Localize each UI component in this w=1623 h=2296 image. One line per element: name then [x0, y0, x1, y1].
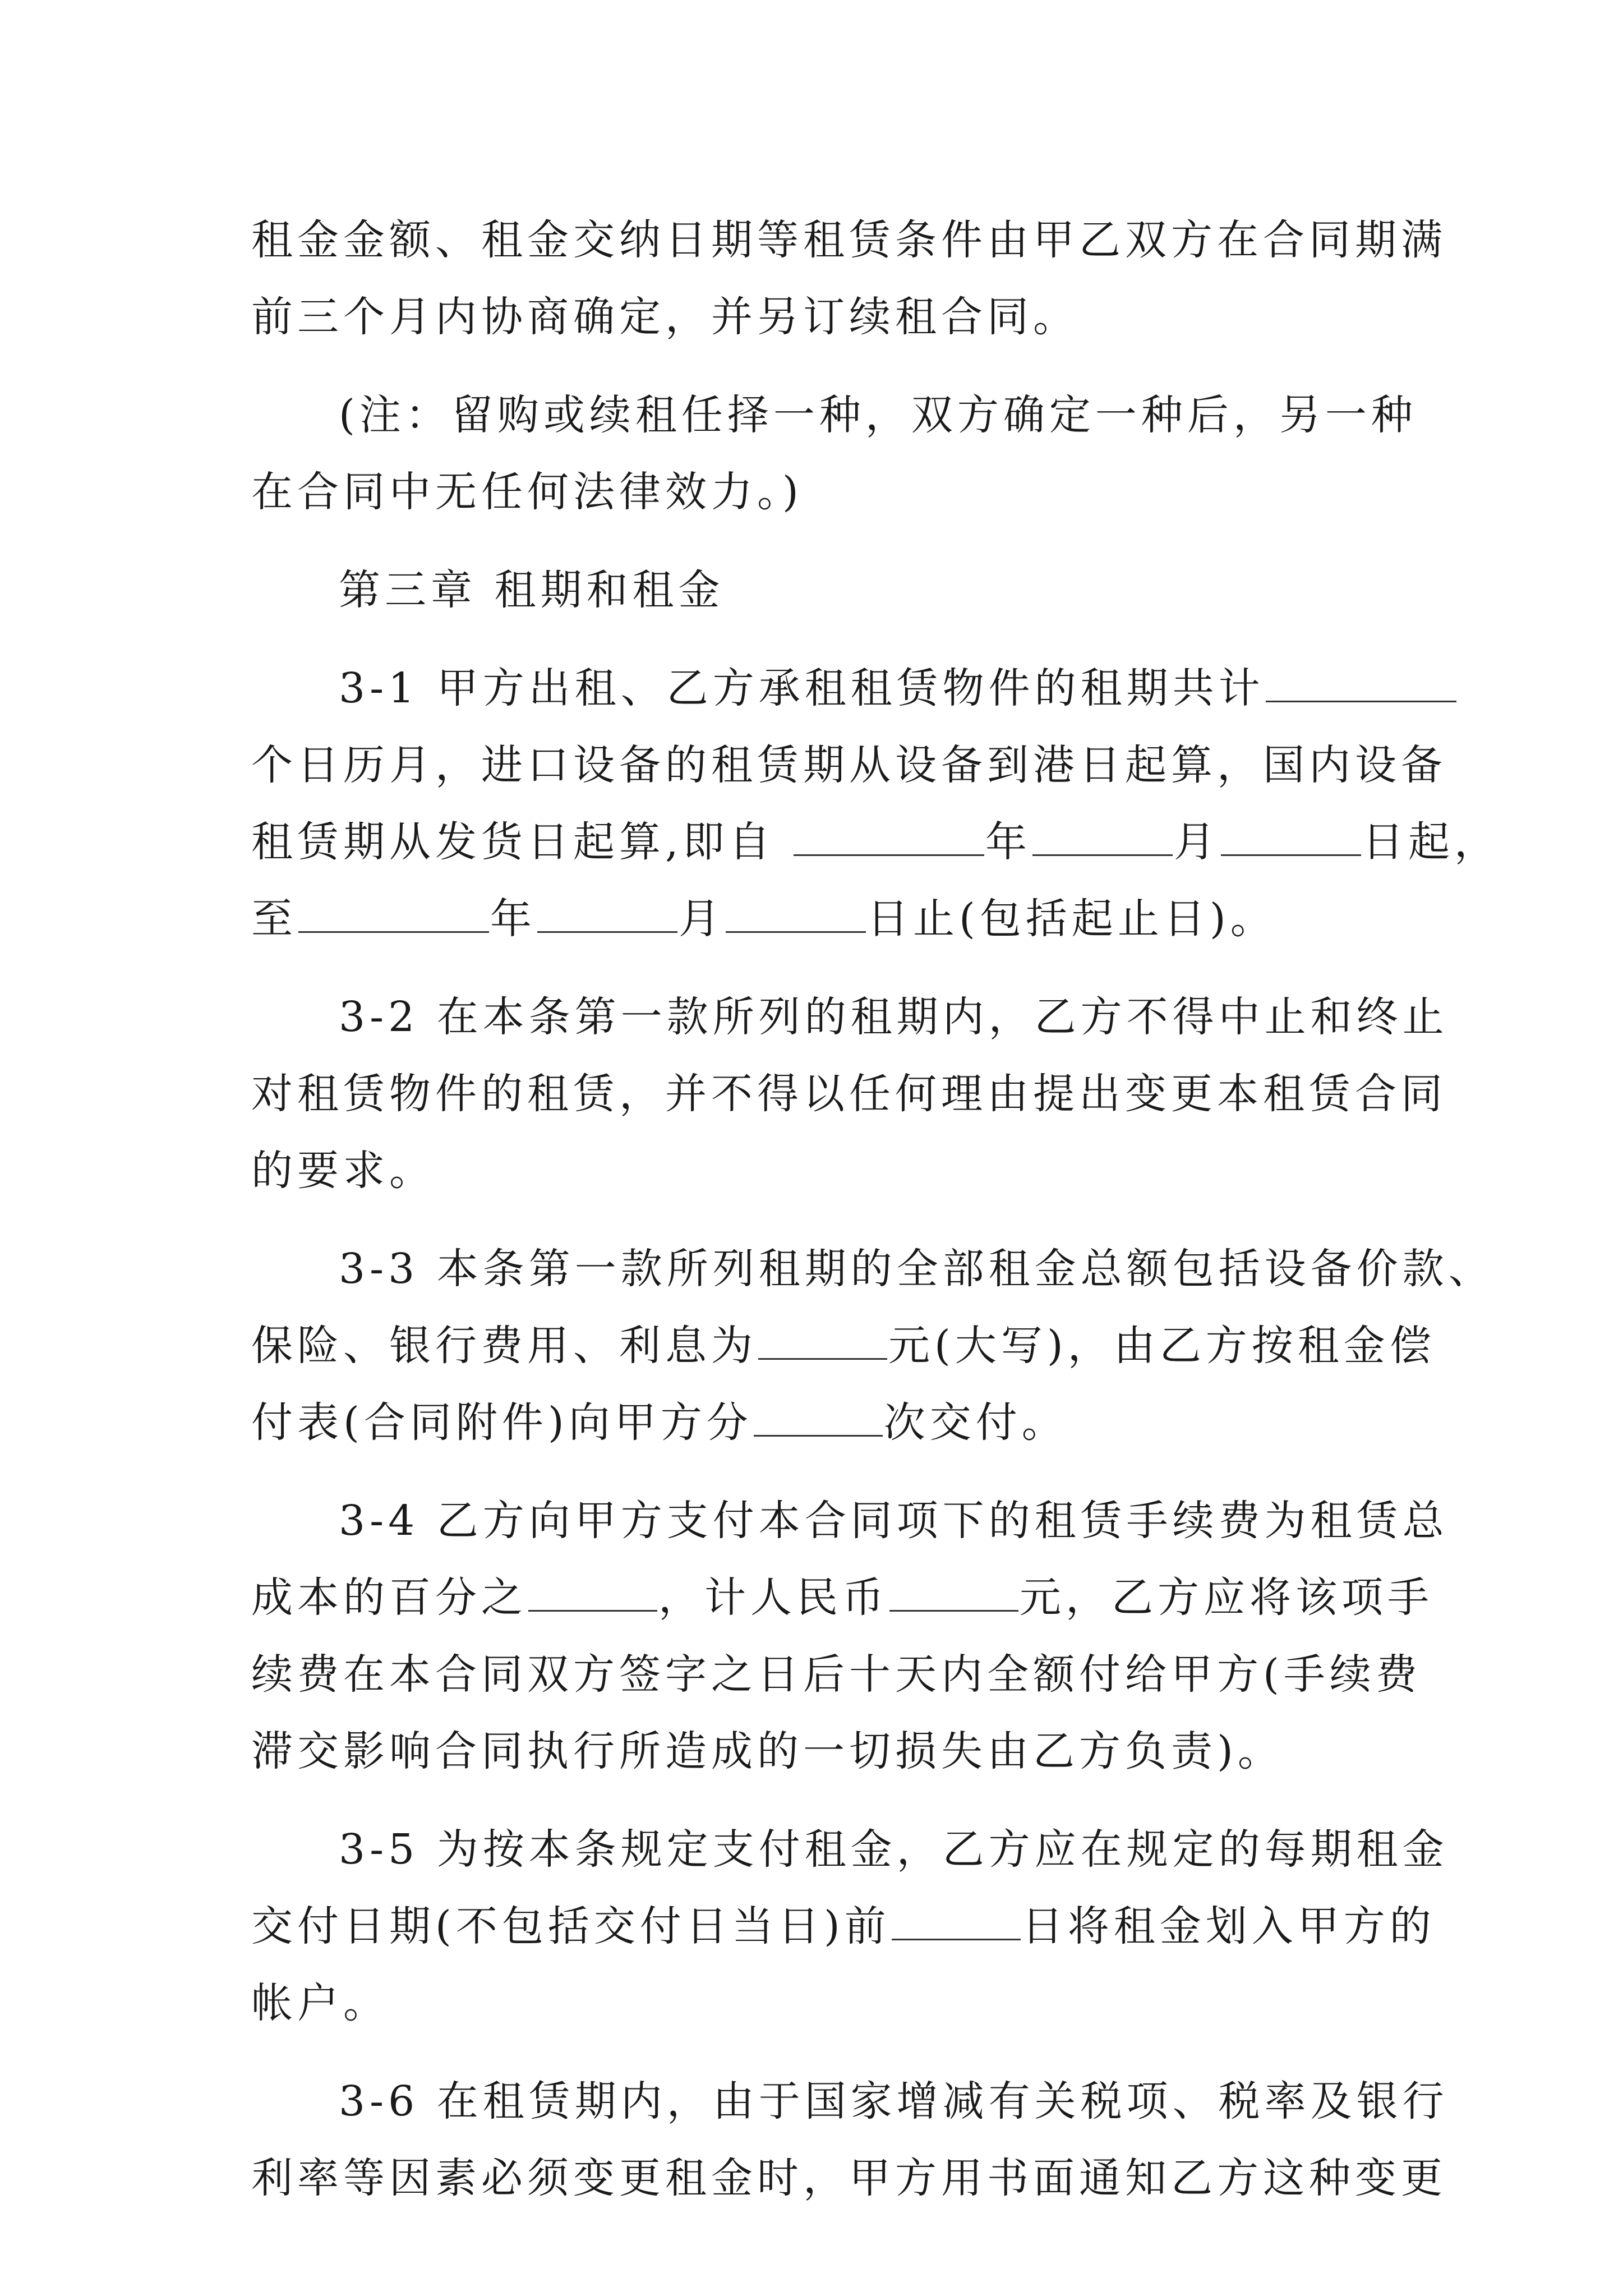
clause-3-1-line: [251, 650, 1391, 727]
text-segment: 月: [1174, 818, 1220, 866]
text-segment: 月: [679, 895, 725, 943]
clause-3-2-line: 3-2 在本条第一款所列的租期内，乙方不得中止和终止: [339, 993, 1449, 1041]
text-segment: 年: [985, 818, 1032, 866]
text-segment: 次交付。: [883, 1398, 1068, 1447]
fill-blank[interactable]: [537, 896, 677, 933]
text-segment: 日将租金划入甲方的: [1021, 1902, 1436, 1950]
clause-3-5-line: [251, 1888, 1436, 1965]
clause-3-1-line: [251, 881, 1391, 958]
note-line: 在合同中无任何法律效力。): [251, 468, 803, 516]
clause-3-6-line: 3-6 在租赁期内，由于国家增减有关税项、税率及银行: [339, 2077, 1449, 2125]
text-segment: 元(大写)，由乙方按租金偿: [888, 1322, 1436, 1370]
text-segment: 日起，: [1362, 818, 1501, 866]
text-segment: 付表(合同附件)向甲方分: [251, 1398, 753, 1447]
fill-blank[interactable]: [794, 820, 984, 856]
text-segment: 至: [251, 895, 297, 943]
clause-3-4-line: 续费在本合同双方签字之日后十天内全额付给甲方(手续费: [251, 1650, 1422, 1699]
clause-3-1-line: 个日历月，进口设备的租赁期从设备到港日起算，国内设备: [251, 741, 1447, 789]
text-segment: ，计人民币: [658, 1573, 888, 1622]
note-line: (注：留购或续租任择一种，双方确定一种后，另一种: [339, 391, 1417, 439]
text-segment: 3-1 甲方出租、乙方承租租赁物件的租期共计: [339, 664, 1265, 712]
fill-blank[interactable]: [528, 1575, 657, 1612]
clause-3-2-line: 对租赁物件的租赁，并不得以任何理由提出变更本租赁合同: [251, 1070, 1447, 1118]
clause-3-3-line: [251, 1308, 1436, 1384]
text-segment: 交付日期(不包括交付日当日)前: [251, 1902, 891, 1950]
clause-3-4-line: 3-4 乙方向甲方支付本合同项下的租赁手续费为租赁总: [339, 1497, 1449, 1545]
clause-3-2-line: 的要求。: [251, 1147, 435, 1195]
fill-blank[interactable]: [726, 896, 866, 933]
clause-3-3-line: [251, 1384, 1391, 1461]
clause-3-5-line: 帐户。: [251, 1979, 389, 2027]
document-body: [251, 202, 1501, 2217]
text-segment: 保险、银行费用、利息为: [251, 1322, 757, 1370]
text-segment: 元，乙方应将该项手: [1020, 1573, 1433, 1622]
fill-blank[interactable]: [889, 1575, 1018, 1612]
text-segment: 成本的百分之: [251, 1573, 527, 1622]
fill-blank[interactable]: [1221, 820, 1361, 856]
fill-blank[interactable]: [892, 1904, 1021, 1940]
clause-3-1-line: [251, 804, 1501, 881]
clause-3-3-line: 3-3 本条第一款所列租期的全部租金总额包括设备价款、: [339, 1245, 1495, 1293]
fill-blank[interactable]: [298, 896, 489, 933]
text-segment: 日止(包括起止日)。: [867, 895, 1276, 943]
clause-3-5-line: 3-5 为按本条规定支付租金，乙方应在规定的每期租金: [339, 1825, 1449, 1874]
text-line: 租金金额、租金交纳日期等租赁条件由甲乙双方在合同期满: [251, 216, 1447, 264]
text-line: 前三个月内协商确定，并另订续租合同。: [251, 293, 1079, 341]
fill-blank[interactable]: [1032, 820, 1173, 856]
fill-blank[interactable]: [1266, 666, 1456, 702]
chapter-heading: 第三章 租期和租金: [339, 566, 725, 614]
fill-blank[interactable]: [754, 1400, 883, 1437]
text-segment: 租赁期从发货日起算,即自: [251, 818, 793, 866]
clause-3-4-line: [251, 1559, 1433, 1636]
clause-3-4-line: 滞交影响合同执行所造成的一切损失由乙方负责)。: [251, 1727, 1284, 1775]
text-segment: 年: [490, 895, 536, 943]
clause-3-6-line: 利率等因素必须变更租金时，甲方用书面通知乙方这种变更: [251, 2154, 1447, 2202]
fill-blank[interactable]: [758, 1323, 887, 1360]
